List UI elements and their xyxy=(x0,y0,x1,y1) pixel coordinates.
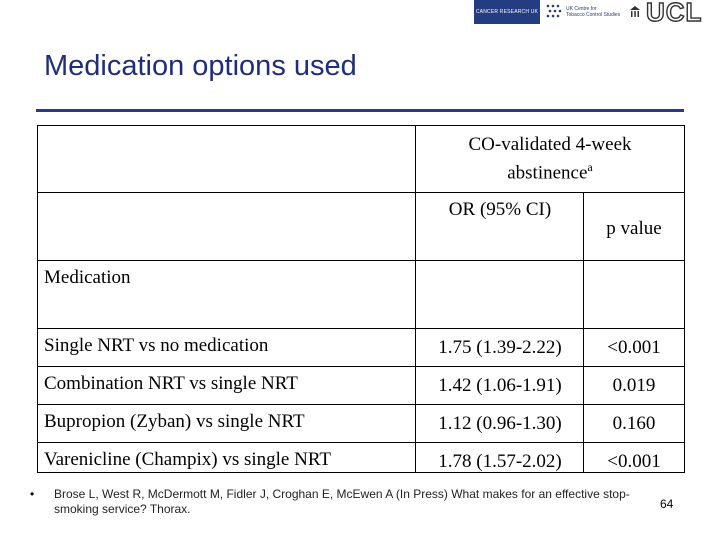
table-row-divider xyxy=(37,192,685,193)
ucl-logo: UCL xyxy=(646,0,703,27)
row-label: Bupropion (Zyban) vs single NRT xyxy=(44,411,305,432)
table-left-border xyxy=(37,125,38,473)
footer-bullet: • xyxy=(30,487,35,501)
row-p: 0.019 xyxy=(612,375,656,396)
col-header-p: p value xyxy=(606,218,662,239)
row-or: 1.12 (0.96-1.30) xyxy=(438,413,562,434)
uktas-logo: UK Centre for Tobacco Control Studies xyxy=(542,0,622,24)
col-header-or: OR (95% CI) xyxy=(448,199,552,220)
row-or: 1.78 (1.57-2.02) xyxy=(438,451,562,472)
row-or: 1.42 (1.06-1.91) xyxy=(438,375,562,396)
ucl-portico-icon xyxy=(628,5,642,19)
section-label: Medication xyxy=(44,267,131,288)
row-p: 0.160 xyxy=(612,413,656,434)
table-top-border xyxy=(37,125,685,126)
footer-reference: Brose L, West R, McDermott M, Fidler J, Croghan E, McEwen A (In Press) What makes for an effective stop-smoking service? Thorax. xyxy=(54,487,630,516)
results-table xyxy=(37,125,685,473)
row-p: <0.001 xyxy=(607,451,661,472)
page-title: Medication options used xyxy=(44,50,357,82)
page-number: 64 xyxy=(660,497,674,511)
row-p: <0.001 xyxy=(607,337,661,358)
uktas-dots-icon xyxy=(545,3,563,21)
row-label: Single NRT vs no medication xyxy=(44,335,269,356)
header-logos xyxy=(474,0,703,27)
group-header: CO-validated 4-week abstinence$^a$ xyxy=(468,134,632,184)
cruk-logo: CANCER RESEARCH UK xyxy=(474,0,540,24)
row-label: Combination NRT vs single NRT xyxy=(44,373,298,394)
table-row-divider xyxy=(37,328,685,329)
table-right-border xyxy=(684,125,685,473)
table-row-divider xyxy=(37,442,685,443)
row-label: Varenicline (Champix) vs single NRT xyxy=(44,449,331,470)
table-row-divider xyxy=(37,404,685,405)
row-or: 1.75 (1.39-2.22) xyxy=(438,337,562,358)
title-rule xyxy=(36,109,684,112)
table-row-divider xyxy=(37,366,685,367)
table-row-divider xyxy=(37,260,685,261)
